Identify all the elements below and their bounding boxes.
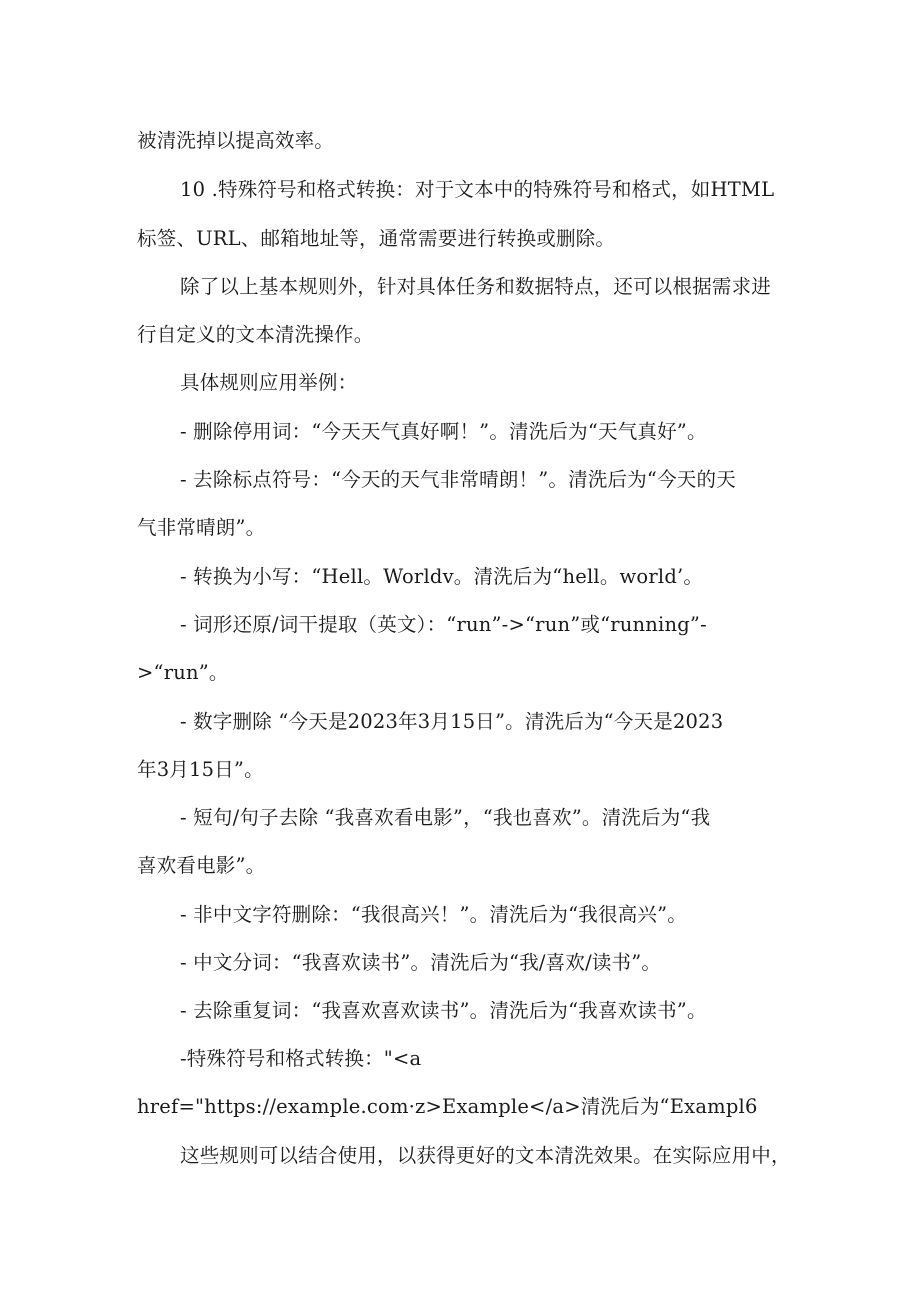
list-item-line: 喜欢看电影”。 [137,854,266,877]
list-item-line: - 删除停用词：“今天天气真好啊！”。清洗后为“天气真好”。 [180,420,707,443]
paragraph-line: 行自定义的文本清洗操作。 [137,323,374,346]
list-item-line: - 非中文字符删除：“我很高兴！”。清洗后为“我很高兴”。 [180,903,687,926]
list-item-line: >“run”。 [137,661,229,684]
paragraph-line: 被清洗掉以提高效率。 [137,129,335,152]
list-item-line: 年3月15日”。 [137,758,264,781]
list-item-line: - 短句/句子去除 “我喜欢看电影”，“我也喜欢”。清洗后为“我 [180,806,711,829]
paragraph-line: 具体规则应用举例： [180,371,358,394]
list-item-line: - 去除标点符号：“今天的天气非常晴朗！”。清洗后为“今天的天 [180,468,736,491]
list-item-line: - 中文分词：“我喜欢读书”。清洗后为“我/喜欢/读书”。 [180,951,662,974]
paragraph-line: 这些规则可以结合使用，以获得更好的文本清洗效果。在实际应用中， [180,1144,791,1167]
list-item-line: - 词形还原/词干提取（英文）：“run”->“run”或“running”- [180,613,707,636]
paragraph-line: 标签、URL、邮箱地址等，通常需要进行转换或删除。 [137,227,616,250]
list-item-line: -特殊符号和格式转换："<a [180,1047,422,1070]
list-item-line: - 数字删除 “今天是2023年3月15日”。清洗后为“今天是2023 [180,710,724,733]
list-item-line: href="https://example.com·z>Example</a>清洗后为“Exampl6 [137,1095,758,1118]
list-item-line: - 去除重复词：“我喜欢喜欢读书”。清洗后为“我喜欢读书”。 [180,999,707,1022]
list-item-line: 气非常晴朗”。 [137,516,266,539]
paragraph-line: 10 .特殊符号和格式转换：对于文本中的特殊符号和格式，如HTML [180,178,775,201]
list-item-line: - 转换为小写：“Hell。Worldv。清洗后为“hell。world’。 [180,565,704,588]
paragraph-line: 除了以上基本规则外，针对具体任务和数据特点，还可以根据需求进 [180,275,772,298]
